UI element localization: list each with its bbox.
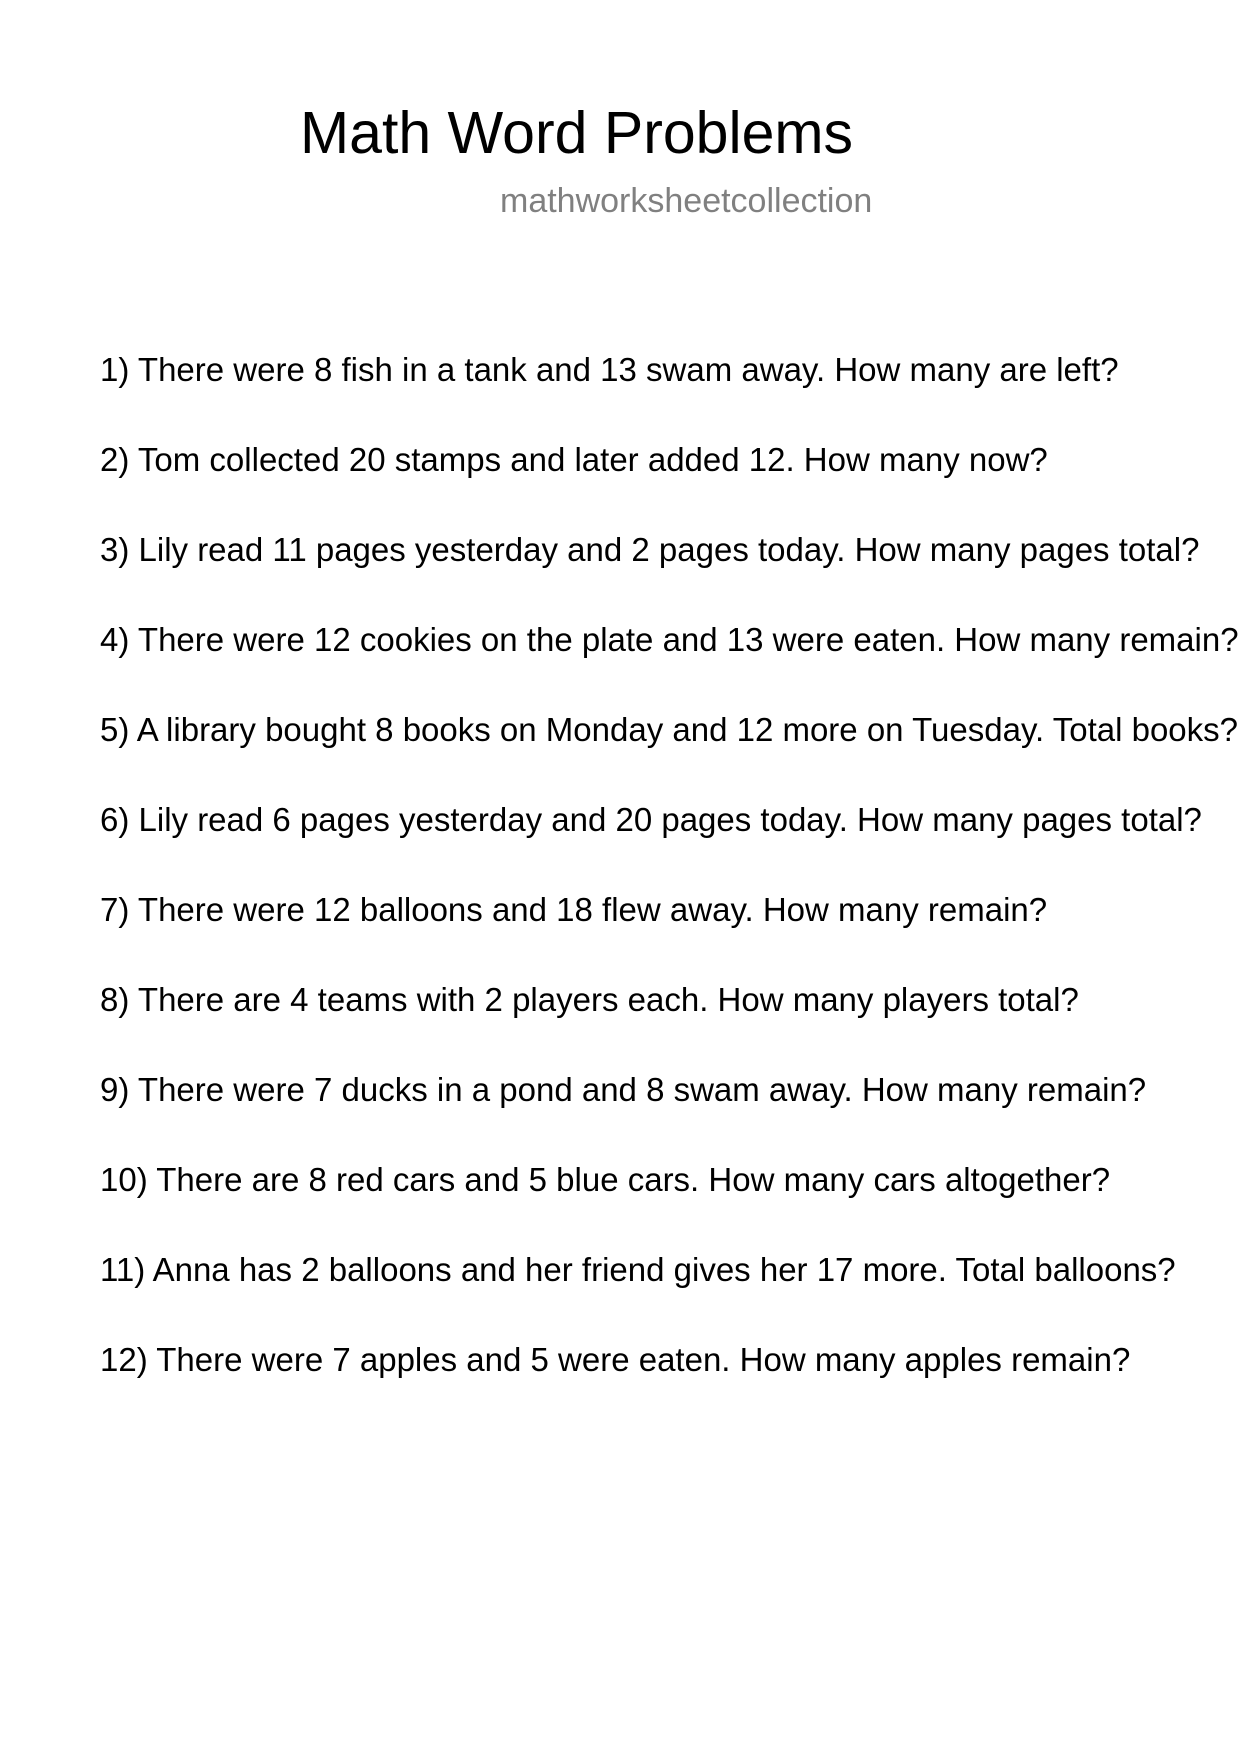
problem-list <box>100 325 1239 1405</box>
problem-item: 9) There were 7 ducks in a pond and 8 swam away. How many remain? <box>100 1071 1147 1108</box>
problem-item: 7) There were 12 balloons and 18 flew away. How many remain? <box>100 891 1048 928</box>
problem-item: 2) Tom collected 20 stamps and later added 12. How many now? <box>100 441 1048 478</box>
problem-item: 6) Lily read 6 pages yesterday and 20 pages today. How many pages total? <box>100 801 1202 838</box>
subtitle: mathworksheetcollection <box>500 182 873 220</box>
page-title: Math Word Problems <box>300 100 854 166</box>
problem-item: 10) There are 8 red cars and 5 blue cars. How many cars altogether? <box>100 1161 1111 1198</box>
problem-item: 8) There are 4 teams with 2 players each. How many players total? <box>100 981 1079 1018</box>
problem-item: 1) There were 8 fish in a tank and 13 swam away. How many are left? <box>100 351 1119 388</box>
problem-item: 11) Anna has 2 balloons and her friend gives her 17 more. Total balloons? <box>100 1251 1176 1288</box>
problem-item: 12) There were 7 apples and 5 were eaten. How many apples remain? <box>100 1341 1131 1378</box>
problem-item: 4) There were 12 cookies on the plate and 13 were eaten. How many remain? <box>100 621 1239 658</box>
problem-item: 3) Lily read 11 pages yesterday and 2 pages today. How many pages total? <box>100 531 1200 568</box>
problem-item: 5) A library bought 8 books on Monday and 12 more on Tuesday. Total books? <box>100 711 1239 748</box>
